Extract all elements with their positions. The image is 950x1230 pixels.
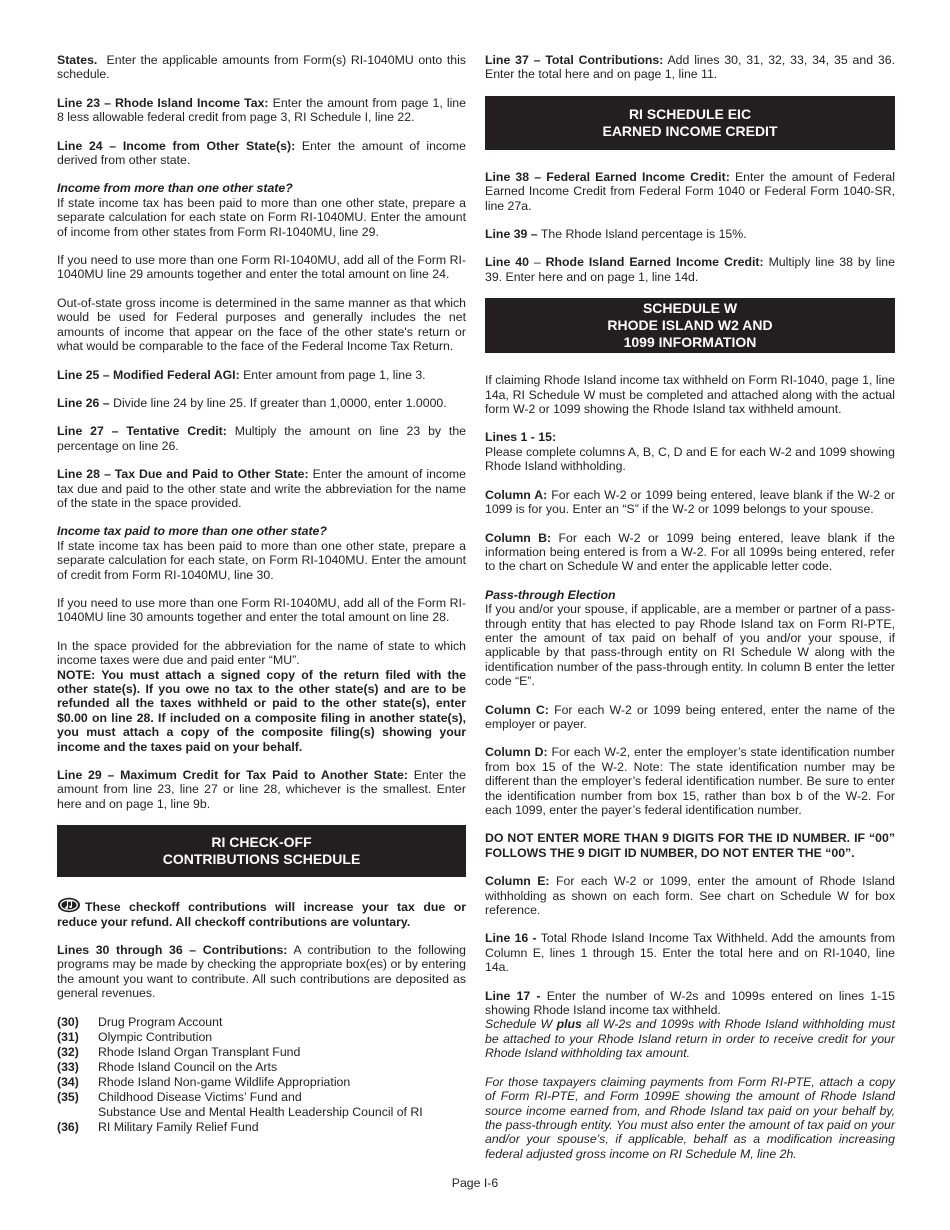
left-column <box>57 53 466 1135</box>
income-more-paragraph-2: If you need to use more than one Form RI-1040MU, add all of the Form RI-1040MU line 29 amounts together and enter the total amount on line 24. <box>57 253 466 282</box>
contribution-number: (36) <box>57 1119 79 1134</box>
column-b-paragraph <box>485 531 895 574</box>
line40-label-a: Line 40 <box>485 255 529 270</box>
schedule-w-intro: If claiming Rhode Island income tax withheld on Form RI-1040, page 1, line 14a, RI Schedule W must be completed and attached along with the actual form W-2 or 1099 showing the Rhode Island tax withheld amount. <box>485 373 895 417</box>
line26-paragraph <box>57 396 466 410</box>
line37-paragraph <box>485 53 895 82</box>
contribution-number: (34) <box>57 1074 79 1089</box>
line27-text: Multiply the amount on line 23 by the percentage on line 26. <box>57 424 466 453</box>
lines1-15-label: Lines 1 - 15: <box>485 430 557 445</box>
eic-banner-line2: EARNED INCOME CREDIT <box>602 122 778 139</box>
line16-paragraph <box>485 931 895 974</box>
pass-through-text: If you and/or your spouse, if applicable, are a member or partner of a pass-through entity that has elected to pay Rhode Island tax on Form RI-PTE, enter the amount of tax paid on behalf of you and/or your spouse, if applicable by that pass-through entity on RI Schedule W along with the identification number of the pass-through entity. In column B enter the letter code “E”. <box>485 602 895 689</box>
income-more-paragraph <box>57 181 466 239</box>
line17-italic-a: Schedule W <box>485 1017 553 1032</box>
column-a-paragraph <box>485 488 895 517</box>
line17-text: Enter the number of W-2s and 1099s entered on lines 1-15 showing Rhode Island income tax withheld. <box>485 988 896 1018</box>
lines30-36-text: A contribution to the following programs may be made by checking the appropriate box(es) or by entering the amount you want to contribute. All such contributions are deposited as general revenues. <box>57 943 466 1001</box>
line28-label: Line 28 – Tax Due and Paid to Other State: <box>57 467 309 482</box>
checkoff-banner-line2: CONTRIBUTIONS SCHEDULE <box>162 851 361 868</box>
list-item <box>57 1015 466 1030</box>
line25-label: Line 25 – Modified Federal AGI: <box>57 367 240 382</box>
line28-text: Enter the amount of income tax due and paid to the other state and write the abbreviation for the name of the state in the space provided. <box>57 467 466 510</box>
column-e-paragraph <box>485 874 895 917</box>
column-c-text: For each W-2 or 1099 being entered, enter the name of the employer or payer. <box>485 702 895 731</box>
states-paragraph <box>57 53 466 82</box>
contribution-number: (32) <box>57 1044 79 1059</box>
list-item <box>57 1105 466 1120</box>
lines30-36-paragraph <box>57 943 466 1001</box>
line28-paragraph <box>57 467 466 510</box>
line37-text: Add lines 30, 31, 32, 33, 34, 35 and 36. Enter the total here and on page 1, line 11. <box>485 53 895 82</box>
eic-banner <box>485 96 895 150</box>
contribution-label: Rhode Island Council on the Arts <box>98 1059 278 1074</box>
right-column <box>485 53 895 1175</box>
list-item <box>57 1090 466 1105</box>
contribution-label: RI Military Family Relief Fund <box>98 1119 259 1134</box>
pte-closing-paragraph: For those taxpayers claiming payments from Form RI-PTE, attach a copy of Form RI-PTE, and Form 1099E showing the amount of Rhode Island source income earned from, and Rhode Island tax paid on your behalf by, the pass-through entity. You must also enter the amount of tax paid on your and/or your spouse’s, if applicable, behalf as a modification increasing federal adjusted gross income on RI Schedule M, line 2h. <box>485 1074 895 1161</box>
line38-label: Line 38 – Federal Earned Income Credit: <box>485 169 730 184</box>
column-e-label: Column E: <box>485 874 550 889</box>
line17-paragraph <box>485 989 895 1061</box>
contributions-list <box>57 1015 466 1135</box>
taxpaid-paragraph-2: If you need to use more than one Form RI-1040MU, add all of the Form RI-1040MU line 30 amounts together and enter the total amount on line 28. <box>57 595 466 625</box>
eic-banner-line1: RI SCHEDULE EIC <box>628 105 752 122</box>
contribution-label: Olympic Contribution <box>98 1029 213 1044</box>
contribution-label: Rhode Island Non-game Wildlife Appropriation <box>98 1074 351 1089</box>
line16-text: Total Rhode Island Income Tax Withheld. Add the amounts from Column E, lines 1 through 15. Enter the total here and on RI-1040, line 14a. <box>485 931 895 975</box>
income-more-text: If state income tax has been paid to more than one other state, prepare a separate calculation for each state on Form RI-1040MU. Enter the amount of income from other states from Form RI-1040MU, line 29. <box>57 195 466 239</box>
column-a-label: Column A: <box>485 487 548 502</box>
line17-italic-b: all W-2s and 1099s with Rhode Island withholding must be attached to your Rhode Island return in order to receive credit for your Rhode Island withholding tax amount. <box>485 1017 895 1061</box>
outofstate-paragraph: Out-of-state gross income is determined in the same manner as that which would be used for Federal purposes and generally includes the net amounts of income that appear on the face of the other state's return or what would be comparable to the face of the Federal Income Tax Return. <box>57 295 466 354</box>
list-item <box>57 1030 466 1045</box>
page-number: Page I-6 <box>451 1176 499 1190</box>
lines1-15-paragraph <box>485 430 895 473</box>
line38-paragraph <box>485 170 895 213</box>
line16-label: Line 16 - <box>485 931 537 946</box>
contribution-number: (30) <box>57 1014 79 1029</box>
contribution-number: (31) <box>57 1029 79 1044</box>
line26-label: Line 26 – <box>57 395 110 410</box>
lines1-15-text: Please complete columns A, B, C, D and E for each W-2 and 1099 showing Rhode Island withholding. <box>485 444 895 474</box>
line24-text: Enter the amount of income derived from other state. <box>57 138 466 168</box>
list-item <box>57 1120 466 1135</box>
digits-warning: DO NOT ENTER MORE THAN 9 DIGITS FOR THE ID NUMBER. IF “00” FOLLOWS THE 9 DIGIT ID NUMBER, DO NOT ENTER THE “00”. <box>485 831 895 860</box>
column-c-paragraph <box>485 703 895 732</box>
line25-paragraph <box>57 368 466 382</box>
schedule-w-banner <box>485 298 895 353</box>
taxpaid-paragraph <box>57 524 466 582</box>
contribution-label: Substance Use and Mental Health Leadership Council of RI <box>98 1104 423 1119</box>
checkoff-banner-line1: RI CHECK-OFF <box>211 834 312 851</box>
column-d-label: Column D: <box>485 745 548 760</box>
note-icon <box>57 897 81 913</box>
column-a-text: For each W-2 or 1099 being entered, leave blank if the W-2 or 1099 is for you. Enter an “S” if the W-2 or 1099 belongs to your spouse. <box>485 487 895 517</box>
list-item <box>57 1045 466 1060</box>
column-d-paragraph <box>485 745 895 817</box>
line29-label: Line 29 – Maximum Credit for Tax Paid to Another State: <box>57 768 408 783</box>
line17-italic <box>485 1017 895 1060</box>
line39-label: Line 39 – <box>485 227 538 242</box>
pass-through-heading: Pass-through Election <box>485 587 616 602</box>
column-b-label: Column B: <box>485 530 552 545</box>
note-paragraph: NOTE: You must attach a signed copy of the return filed with the other state(s). If you owe no tax to the other state(s) and are to be refunded all the taxes withheld or paid to the other state(s), enter $0.00 on line 28. If included on a composite filing in another state(s), you must attach a copy of the composite filing(s) showing your income and the taxes paid on your behalf. <box>57 667 466 754</box>
column-e-text: For each W-2 or 1099, enter the amount of Rhode Island withholding as shown on each form. See chart on Schedule W for box reference. <box>485 874 895 918</box>
income-more-heading: Income from more than one other state? <box>57 181 293 196</box>
line40-paragraph <box>485 255 895 284</box>
line38-text: Enter the amount of Federal Earned Income Credit from Federal Form 1040 or Federal Form 1040-SR, line 27a. <box>485 169 895 213</box>
line23-label: Line 23 – Rhode Island Income Tax: <box>57 95 269 110</box>
lines30-36-label: Lines 30 through 36 – Contributions: <box>57 943 288 958</box>
contribution-number: (35) <box>57 1089 79 1104</box>
line29-text: Enter the amount from line 23, line 27 or line 28, whichever is the smallest. Enter here and on page 1, line 9b. <box>57 768 466 811</box>
taxpaid-text: If state income tax has been paid to more than one other state, prepare a separate calculation for each state, on Form RI-1040MU. Enter the amount of credit from Form RI-1040MU, line 30. <box>57 538 466 582</box>
line27-paragraph <box>57 424 466 453</box>
line40-dash: – <box>533 255 541 270</box>
line17-italic-plus: plus <box>556 1017 582 1032</box>
abbrev-paragraph: In the space provided for the abbreviation for the name of state to which income taxes were due and paid enter “MU”. <box>57 638 466 668</box>
states-text: Enter the applicable amounts from Form(s) RI-1040MU onto this schedule. <box>57 53 466 82</box>
schedule-w-banner-line2: RHODE ISLAND W2 AND <box>607 317 773 334</box>
checkoff-banner <box>57 825 466 877</box>
states-lead: States. <box>57 53 98 67</box>
list-item <box>57 1060 466 1075</box>
schedule-w-banner-line1: SCHEDULE W <box>642 300 738 317</box>
column-b-text: For each W-2 or 1099 being entered, leave blank if the information being entered is from a W-2. For all 1099s being entered, refer to the chart on Schedule W and enter the applicable letter code. <box>485 530 895 574</box>
line24-label: Line 24 – Income from Other State(s): <box>57 138 296 153</box>
contribution-label: Childhood Disease Victims’ Fund and <box>98 1089 302 1104</box>
line26-text: Divide line 24 by line 25. If greater than 1,0000, enter 1.0000. <box>113 395 447 410</box>
contribution-number: (33) <box>57 1059 79 1074</box>
pass-through-paragraph <box>485 588 895 689</box>
contribution-label: Rhode Island Organ Transplant Fund <box>98 1044 301 1059</box>
schedule-w-banner-line3: 1099 INFORMATION <box>623 334 757 351</box>
checkoff-warning-paragraph <box>57 897 466 929</box>
line24-paragraph <box>57 139 466 168</box>
line40-text: Multiply line 38 by line 39. Enter here and on page 1, line 14d. <box>485 255 895 284</box>
line23-paragraph <box>57 96 466 125</box>
taxpaid-heading: Income tax paid to more than one other state? <box>57 524 327 539</box>
line23-text: Enter the amount from page 1, line 8 less allowable federal credit from page 3, RI Schedule I, line 22. <box>57 95 466 125</box>
checkoff-warning: These checkoff contributions will increase your tax due or reduce your refund. All checkoff contributions are voluntary. <box>57 900 466 929</box>
list-item <box>57 1075 466 1090</box>
contribution-number <box>57 1105 98 1120</box>
column-d-text: For each W-2, enter the employer’s state identification number from box 15 of the W-2. Note: The state identification number may be different than the employer’s federal identification number. Be sure to enter the identification number from box 15, rather than box b of the W-2. For each 1099, enter the payer’s federal identification number. <box>485 745 895 817</box>
contribution-label: Drug Program Account <box>98 1014 223 1029</box>
line25-text: Enter amount from page 1, line 3. <box>243 367 426 382</box>
line29-paragraph <box>57 768 466 811</box>
line40-label-b: Rhode Island Earned Income Credit: <box>545 255 764 270</box>
line37-label: Line 37 – Total Contributions: <box>485 53 664 67</box>
line27-label: Line 27 – Tentative Credit: <box>57 424 227 439</box>
line39-text: The Rhode Island percentage is 15%. <box>540 227 747 242</box>
line39-paragraph <box>485 227 895 241</box>
line17-label: Line 17 - <box>485 988 541 1003</box>
column-c-label: Column C: <box>485 702 549 717</box>
